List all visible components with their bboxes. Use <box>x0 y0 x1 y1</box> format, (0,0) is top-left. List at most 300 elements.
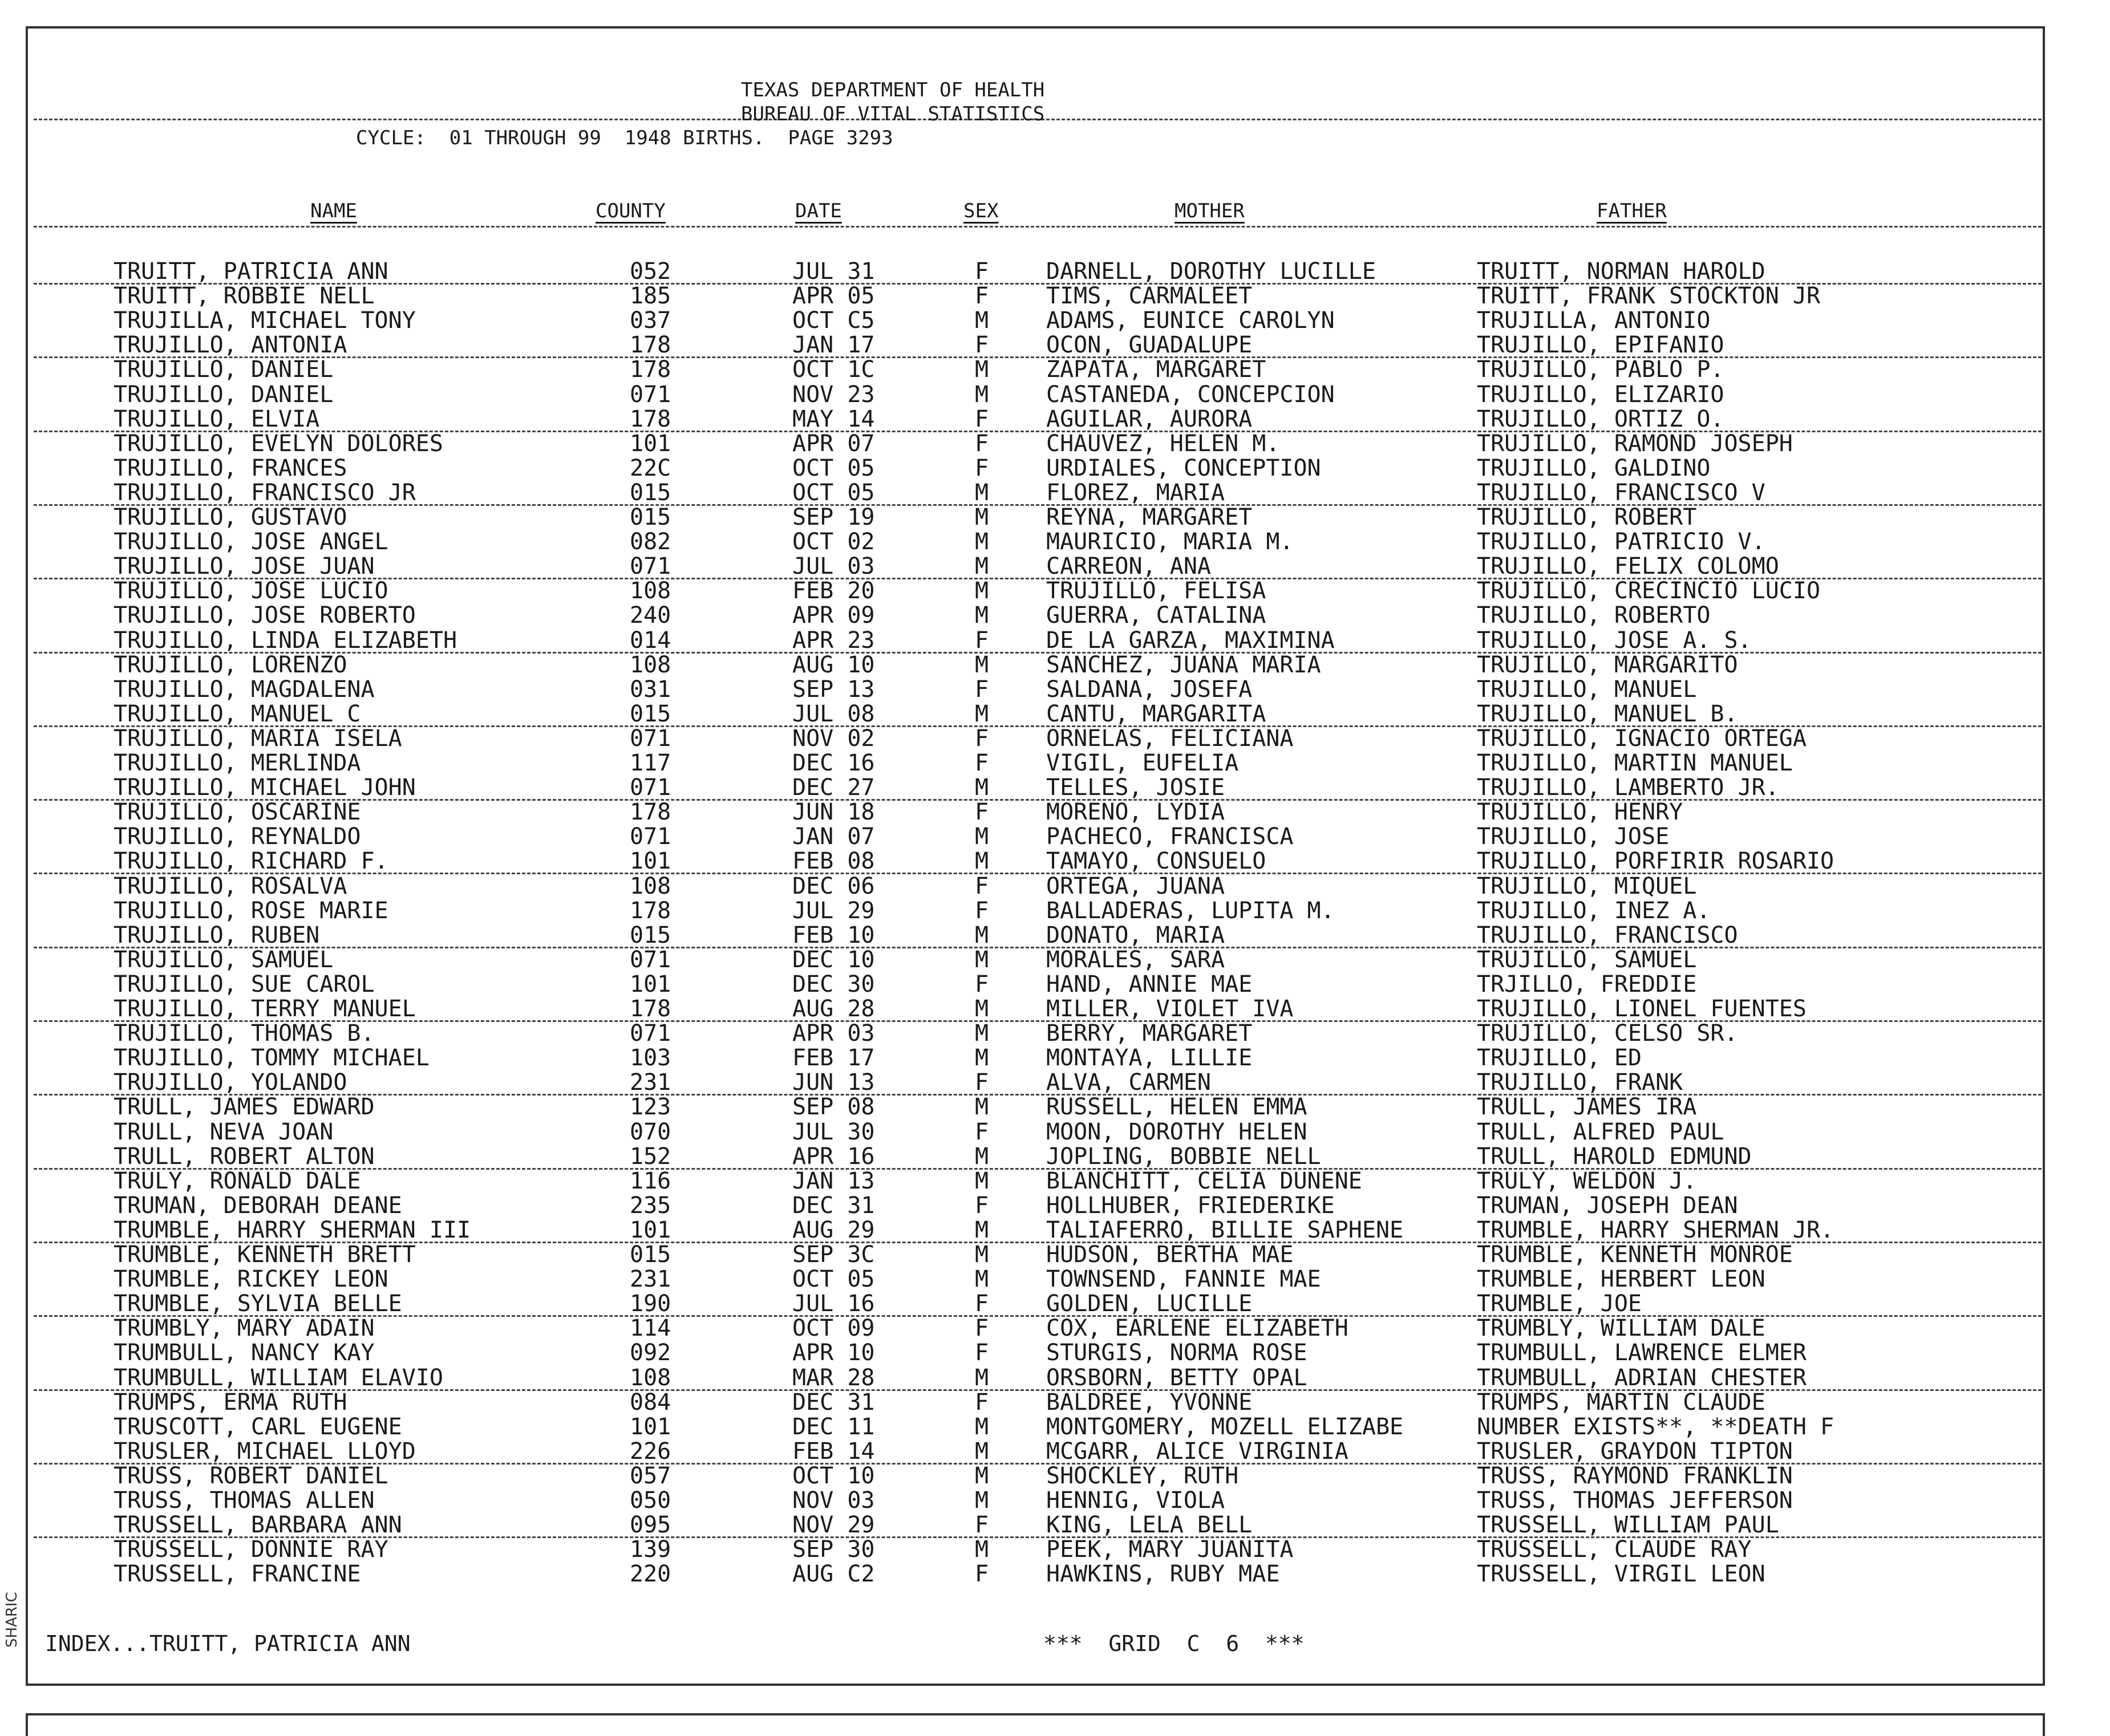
cell-county: 226 <box>630 1438 671 1465</box>
cell-county: 057 <box>630 1462 671 1489</box>
cell-mother: ALVA, CARMEN <box>1046 1069 1211 1096</box>
cell-date: FEB 17 <box>792 1045 875 1072</box>
cell-name: TRUJILLO, JOSE ROBERTO <box>114 602 416 629</box>
cell-county: 185 <box>630 283 671 310</box>
cell-name: TRUMBLY, MARY ADAIN <box>114 1315 375 1342</box>
cell-date: JUL 16 <box>792 1291 875 1317</box>
cell-county: 015 <box>630 504 671 530</box>
cell-mother: DONATO, MARIA <box>1046 922 1225 948</box>
cell-father: TRUJILLO, MARGARITO <box>1477 651 1738 678</box>
cell-county: 082 <box>630 529 671 555</box>
cell-sex: F <box>975 1340 989 1366</box>
cell-county: 101 <box>630 971 671 997</box>
cell-date: SEP 13 <box>792 676 875 703</box>
cell-sex: F <box>975 971 989 997</box>
cell-mother: JOPLING, BOBBIE NELL <box>1046 1143 1321 1170</box>
cell-father: TRUMBLE, HERBERT LEON <box>1477 1266 1765 1293</box>
cell-name: TRUJILLO, MERLINDA <box>114 750 361 776</box>
cell-sex: M <box>975 1364 989 1391</box>
column-header-name: NAME <box>310 200 357 222</box>
cell-mother: BALDREE, YVONNE <box>1046 1389 1253 1415</box>
cell-county: 071 <box>630 946 671 973</box>
cell-father: TRUJILLO, EPIFANIO <box>1477 332 1724 359</box>
column-header-mother: MOTHER <box>1175 200 1245 222</box>
cell-father: TRUJILLO, FRANCISCO <box>1477 922 1738 948</box>
cell-county: 178 <box>630 356 671 383</box>
cell-county: 178 <box>630 799 671 826</box>
cell-county: 015 <box>630 479 671 506</box>
cell-sex: M <box>975 479 989 506</box>
cell-date: FEB 08 <box>792 848 875 875</box>
cell-date: OCT 05 <box>792 1266 875 1293</box>
cell-name: TRUJILLO, SAMUEL <box>114 946 334 973</box>
cell-county: 108 <box>630 873 671 899</box>
column-header-county: COUNTY <box>596 200 666 222</box>
cell-mother: TELLES, JOSIE <box>1046 774 1225 801</box>
cell-name: TRUJILLO, OSCARINE <box>114 799 361 826</box>
footer-index: INDEX...TRUITT, PATRICIA ANN <box>45 1631 411 1656</box>
cell-name: TRUMBLE, KENNETH BRETT <box>114 1242 416 1268</box>
cell-sex: F <box>975 1192 989 1219</box>
cell-mother: URDIALES, CONCEPTION <box>1046 455 1321 481</box>
cell-date: SEP 3C <box>792 1242 875 1268</box>
cell-father: TRUJILLO, PATRICIO V. <box>1477 529 1765 555</box>
cell-date: NOV 29 <box>792 1512 875 1539</box>
cell-name: TRUJILLO, EVELYN DOLORES <box>114 430 443 457</box>
cell-sex: M <box>975 578 989 605</box>
cell-county: 084 <box>630 1389 671 1415</box>
cell-name: TRUJILLO, RUBEN <box>114 922 320 948</box>
cell-county: 052 <box>630 258 671 285</box>
cell-name: TRUSSELL, DONNIE RAY <box>114 1536 388 1563</box>
cell-sex: M <box>975 651 989 678</box>
header-cycle: CYCLE: 01 THROUGH 99 1948 BIRTHS. PAGE 3293 <box>356 127 893 149</box>
cell-name: TRUJILLO, FRANCES <box>114 455 347 481</box>
cell-father: TRUJILLO, SAMUEL <box>1477 946 1697 973</box>
cell-county: 031 <box>630 676 671 703</box>
column-header-date: DATE <box>795 200 842 222</box>
cell-sex: F <box>975 332 989 359</box>
cell-mother: GOLDEN, LUCILLE <box>1046 1291 1253 1317</box>
cell-date: SEP 08 <box>792 1094 875 1121</box>
cell-name: TRUJILLA, MICHAEL TONY <box>114 307 416 334</box>
cell-county: 123 <box>630 1094 671 1121</box>
cell-mother: MCGARR, ALICE VIRGINIA <box>1046 1438 1348 1465</box>
cell-name: TRUJILLO, MAGDALENA <box>114 676 375 703</box>
cell-mother: ORTEGA, JUANA <box>1046 873 1225 899</box>
cell-mother: TOWNSEND, FANNIE MAE <box>1046 1266 1321 1293</box>
cell-sex: M <box>975 356 989 383</box>
cell-father: TRUJILLO, JOSE A. S. <box>1477 627 1752 654</box>
cell-county: 178 <box>630 405 671 432</box>
cell-sex: F <box>975 750 989 776</box>
cell-sex: F <box>975 1389 989 1415</box>
cell-date: OCT 05 <box>792 455 875 481</box>
cell-father: TRUJILLO, INEZ A. <box>1477 897 1711 924</box>
cell-name: TRUMAN, DEBORAH DEANE <box>114 1192 402 1219</box>
cell-father: TRUJILLO, IGNACIO ORTEGA <box>1477 725 1807 752</box>
cell-county: 101 <box>630 848 671 875</box>
cell-father: TRUJILLO, GALDINO <box>1477 455 1711 481</box>
cell-county: 178 <box>630 897 671 924</box>
cell-date: OCT 05 <box>792 479 875 506</box>
cell-name: TRUJILLO, JOSE ANGEL <box>114 529 388 555</box>
cell-mother: CARREON, ANA <box>1046 553 1211 580</box>
cell-county: 014 <box>630 627 671 654</box>
cell-mother: HAND, ANNIE MAE <box>1046 971 1253 997</box>
cell-sex: M <box>975 700 989 727</box>
cell-father: TRUJILLO, ROBERT <box>1477 504 1697 530</box>
cell-mother: VIGIL, EUFELIA <box>1046 750 1239 776</box>
cell-mother: BLANCHITT, CELIA DUNENE <box>1046 1167 1362 1194</box>
cell-mother: MONTAYA, LILLIE <box>1046 1045 1253 1072</box>
cell-county: 108 <box>630 651 671 678</box>
cell-sex: M <box>975 946 989 973</box>
cell-mother: DE LA GARZA, MAXIMINA <box>1046 627 1335 654</box>
cell-father: TRUMBULL, ADRIAN CHESTER <box>1477 1364 1807 1391</box>
cell-mother: AGUILAR, AURORA <box>1046 405 1253 432</box>
cell-county: 015 <box>630 1242 671 1268</box>
cell-name: TRUMBLE, HARRY SHERMAN III <box>114 1216 471 1243</box>
cell-name: TRUJILLO, DANIEL <box>114 381 334 408</box>
cell-county: 015 <box>630 922 671 948</box>
cell-sex: M <box>975 996 989 1022</box>
cell-name: TRUJILLO, GUSTAVO <box>114 504 347 530</box>
footer-grid: *** GRID C 6 *** <box>1043 1631 1305 1656</box>
cell-date: JUL 29 <box>792 897 875 924</box>
cell-mother: PACHECO, FRANCISCA <box>1046 824 1294 850</box>
cell-mother: MONTGOMERY, MOZELL ELIZABE <box>1046 1413 1404 1440</box>
cell-date: DEC 10 <box>792 946 875 973</box>
cell-mother: MAURICIO, MARIA M. <box>1046 529 1294 555</box>
cell-county: 231 <box>630 1069 671 1096</box>
cell-sex: M <box>975 504 989 530</box>
cell-father: TRJILLO, FREDDIE <box>1477 971 1697 997</box>
cell-father: TRUJILLO, ORTIZ O. <box>1477 405 1724 432</box>
cell-mother: MORENO, LYDIA <box>1046 799 1225 826</box>
cell-mother: MILLER, VIOLET IVA <box>1046 996 1294 1022</box>
cell-father: TRUJILLO, PORFIRIR ROSARIO <box>1477 848 1834 875</box>
cell-father: TRUJILLO, LAMBERTO JR. <box>1477 774 1779 801</box>
cell-name: TRUJILLO, THOMAS B. <box>114 1020 375 1047</box>
cell-mother: SALDANA, JOSEFA <box>1046 676 1253 703</box>
cell-father: TRUJILLO, CRECINCIO LUCIO <box>1477 578 1821 605</box>
cell-father: TRULL, HAROLD EDMUND <box>1477 1143 1752 1170</box>
cell-mother: CHAUVEZ, HELEN M. <box>1046 430 1280 457</box>
cell-county: 240 <box>630 602 671 629</box>
cell-name: TRUMBLE, SYLVIA BELLE <box>114 1291 402 1317</box>
cell-father: TRUJILLO, FRANK <box>1477 1069 1683 1096</box>
cell-sex: M <box>975 824 989 850</box>
cell-mother: SHOCKLEY, RUTH <box>1046 1462 1239 1489</box>
cell-county: 101 <box>630 1216 671 1243</box>
cell-date: APR 05 <box>792 283 875 310</box>
cell-sex: M <box>975 1020 989 1047</box>
cell-father: TRULY, WELDON J. <box>1477 1167 1697 1194</box>
cell-county: 071 <box>630 381 671 408</box>
cell-mother: DARNELL, DOROTHY LUCILLE <box>1046 258 1376 285</box>
cell-date: DEC 30 <box>792 971 875 997</box>
cell-mother: HOLLHUBER, FRIEDERIKE <box>1046 1192 1335 1219</box>
cell-date: JUL 31 <box>792 258 875 285</box>
cell-name: TRUJILLO, REYNALDO <box>114 824 361 850</box>
column-header-father: FATHER <box>1597 200 1667 222</box>
cell-sex: M <box>975 1143 989 1170</box>
cell-name: TRUJILLO, SUE CAROL <box>114 971 375 997</box>
cell-name: TRUJILLO, JOSE LUCIO <box>114 578 388 605</box>
cell-county: 152 <box>630 1143 671 1170</box>
cell-date: JUL 30 <box>792 1118 875 1145</box>
cell-father: TRUJILLO, LIONEL FUENTES <box>1477 996 1807 1022</box>
cell-county: 114 <box>630 1315 671 1342</box>
cell-county: 190 <box>630 1291 671 1317</box>
cell-date: APR 16 <box>792 1143 875 1170</box>
cell-date: JUN 18 <box>792 799 875 826</box>
cell-mother: GUERRA, CATALINA <box>1046 602 1266 629</box>
cell-sex: M <box>975 1487 989 1514</box>
column-header-sex: SEX <box>963 200 999 222</box>
cell-date: JAN 13 <box>792 1167 875 1194</box>
cell-date: DEC 31 <box>792 1389 875 1415</box>
cell-mother: COX, EARLENE ELIZABETH <box>1046 1315 1348 1342</box>
cell-mother: KING, LELA BELL <box>1046 1512 1253 1539</box>
cell-sex: F <box>975 627 989 654</box>
cell-date: JUN 13 <box>792 1069 875 1096</box>
cell-county: 178 <box>630 332 671 359</box>
cell-county: 103 <box>630 1045 671 1072</box>
cell-father: TRUJILLO, MANUEL B. <box>1477 700 1738 727</box>
cell-mother: SANCHEZ, JUANA MARIA <box>1046 651 1321 678</box>
cell-mother: TAMAYO, CONSUELO <box>1046 848 1266 875</box>
cell-sex: F <box>975 725 989 752</box>
cell-name: TRUSSELL, FRANCINE <box>114 1561 361 1588</box>
cell-date: AUG 29 <box>792 1216 875 1243</box>
cell-mother: PEEK, MARY JUANITA <box>1046 1536 1294 1563</box>
cell-father: TRUSLER, GRAYDON TIPTON <box>1477 1438 1793 1465</box>
cell-county: 050 <box>630 1487 671 1514</box>
cell-sex: M <box>975 922 989 948</box>
cell-county: 071 <box>630 1020 671 1047</box>
cell-sex: M <box>975 1438 989 1465</box>
cell-name: TRUJILLO, DANIEL <box>114 356 334 383</box>
cell-date: JAN 17 <box>792 332 875 359</box>
cell-date: OCT 1C <box>792 356 875 383</box>
cell-name: TRULL, NEVA JOAN <box>114 1118 334 1145</box>
cell-mother: BERRY, MARGARET <box>1046 1020 1253 1047</box>
cell-father: TRUSSELL, WILLIAM PAUL <box>1477 1512 1779 1539</box>
cell-name: TRULL, JAMES EDWARD <box>114 1094 375 1121</box>
cell-date: MAY 14 <box>792 405 875 432</box>
cell-name: TRUITT, PATRICIA ANN <box>114 258 388 285</box>
cell-father: TRULL, JAMES IRA <box>1477 1094 1697 1121</box>
cell-date: JUL 08 <box>792 700 875 727</box>
cell-name: TRUJILLO, TERRY MANUEL <box>114 996 416 1022</box>
cell-date: APR 03 <box>792 1020 875 1047</box>
cell-date: OCT 10 <box>792 1462 875 1489</box>
cell-mother: MORALES, SARA <box>1046 946 1225 973</box>
cell-county: 108 <box>630 578 671 605</box>
cell-sex: M <box>975 1045 989 1072</box>
cell-name: TRUJILLO, MARIA ISELA <box>114 725 402 752</box>
cell-name: TRULL, ROBERT ALTON <box>114 1143 375 1170</box>
cell-father: TRUJILLO, MARTIN MANUEL <box>1477 750 1793 776</box>
cell-mother: HUDSON, BERTHA MAE <box>1046 1242 1294 1268</box>
cell-county: 117 <box>630 750 671 776</box>
cell-county: 092 <box>630 1340 671 1366</box>
cell-county: 22C <box>630 455 671 481</box>
cell-date: DEC 16 <box>792 750 875 776</box>
cell-father: TRUJILLO, CELSO SR. <box>1477 1020 1738 1047</box>
cell-mother: REYNA, MARGARET <box>1046 504 1253 530</box>
cell-father: TRUJILLO, ELIZARIO <box>1477 381 1724 408</box>
cell-name: TRUSLER, MICHAEL LLOYD <box>114 1438 416 1465</box>
cell-sex: F <box>975 1512 989 1539</box>
cell-date: SEP 30 <box>792 1536 875 1563</box>
cell-father: TRUJILLO, HENRY <box>1477 799 1683 826</box>
cell-county: 139 <box>630 1536 671 1563</box>
records-sheet <box>26 26 2045 1686</box>
cell-sex: F <box>975 430 989 457</box>
cell-sex: M <box>975 381 989 408</box>
cell-sex: M <box>975 1536 989 1563</box>
cell-sex: F <box>975 873 989 899</box>
cell-name: TRUJILLO, FRANCISCO JR <box>114 479 416 506</box>
cell-county: 070 <box>630 1118 671 1145</box>
cell-sex: M <box>975 848 989 875</box>
cell-mother: ORNELAS, FELICIANA <box>1046 725 1294 752</box>
cell-sex: M <box>975 553 989 580</box>
cell-mother: ADAMS, EUNICE CAROLYN <box>1046 307 1335 334</box>
cell-father: TRUMBLE, JOE <box>1477 1291 1642 1317</box>
cell-father: TRUJILLO, PABLO P. <box>1477 356 1724 383</box>
cell-date: FEB 20 <box>792 578 875 605</box>
cell-mother: HENNIG, VIOLA <box>1046 1487 1225 1514</box>
cell-name: TRUJILLO, ROSE MARIE <box>114 897 388 924</box>
cell-name: TRULY, RONALD DALE <box>114 1167 361 1194</box>
cell-mother: FLOREZ, MARIA <box>1046 479 1225 506</box>
cell-date: APR 09 <box>792 602 875 629</box>
column-header-divider <box>34 226 2042 228</box>
cell-sex: F <box>975 1315 989 1342</box>
cell-name: TRUJILLO, ANTONIA <box>114 332 347 359</box>
cell-father: TRUJILLO, MANUEL <box>1477 676 1697 703</box>
cell-father: TRULL, ALFRED PAUL <box>1477 1118 1724 1145</box>
cell-sex: M <box>975 529 989 555</box>
cell-mother: ORSBORN, BETTY OPAL <box>1046 1364 1307 1391</box>
cell-date: AUG 10 <box>792 651 875 678</box>
cell-date: DEC 31 <box>792 1192 875 1219</box>
cell-date: JUL 03 <box>792 553 875 580</box>
cell-father: TRUSS, THOMAS JEFFERSON <box>1477 1487 1793 1514</box>
cell-sex: M <box>975 602 989 629</box>
cell-mother: RUSSELL, HELEN EMMA <box>1046 1094 1307 1121</box>
cell-date: APR 23 <box>792 627 875 654</box>
cell-mother: OCON, GUADALUPE <box>1046 332 1253 359</box>
cell-date: OCT C5 <box>792 307 875 334</box>
cell-date: NOV 23 <box>792 381 875 408</box>
cell-date: DEC 27 <box>792 774 875 801</box>
cell-name: TRUJILLO, JOSE JUAN <box>114 553 375 580</box>
cell-date: APR 07 <box>792 430 875 457</box>
cell-date: FEB 10 <box>792 922 875 948</box>
cell-county: 071 <box>630 774 671 801</box>
cell-sex: F <box>975 897 989 924</box>
cell-sex: M <box>975 307 989 334</box>
cell-sex: F <box>975 1069 989 1096</box>
cell-father: TRUITT, NORMAN HAROLD <box>1477 258 1765 285</box>
side-label: SHARIC <box>3 1592 21 1648</box>
cell-county: 071 <box>630 725 671 752</box>
cell-date: AUG C2 <box>792 1561 875 1588</box>
cell-father: TRUJILLA, ANTONIO <box>1477 307 1711 334</box>
cell-mother: TRUJILLO, FELISA <box>1046 578 1266 605</box>
cell-father: TRUMPS, MARTIN CLAUDE <box>1477 1389 1765 1415</box>
cell-sex: F <box>975 1118 989 1145</box>
cell-father: NUMBER EXISTS**, **DEATH F <box>1477 1413 1834 1440</box>
cell-name: TRUSS, THOMAS ALLEN <box>114 1487 375 1514</box>
cell-father: TRUMBLE, HARRY SHERMAN JR. <box>1477 1216 1834 1243</box>
cell-county: 015 <box>630 700 671 727</box>
cell-date: APR 10 <box>792 1340 875 1366</box>
cell-name: TRUSS, ROBERT DANIEL <box>114 1462 388 1489</box>
cell-sex: F <box>975 283 989 310</box>
cell-date: FEB 14 <box>792 1438 875 1465</box>
cell-name: TRUJILLO, TOMMY MICHAEL <box>114 1045 430 1072</box>
cell-date: NOV 03 <box>792 1487 875 1514</box>
cell-name: TRUJILLO, LORENZO <box>114 651 347 678</box>
next-sheet-edge <box>26 1713 2045 1736</box>
cell-sex: F <box>975 455 989 481</box>
cell-sex: M <box>975 1266 989 1293</box>
cell-father: TRUSSELL, VIRGIL LEON <box>1477 1561 1765 1588</box>
cell-county: 095 <box>630 1512 671 1539</box>
cell-mother: TALIAFERRO, BILLIE SAPHENE <box>1046 1216 1404 1243</box>
cell-sex: F <box>975 405 989 432</box>
cell-sex: M <box>975 1216 989 1243</box>
cell-sex: F <box>975 258 989 285</box>
cell-name: TRUSCOTT, CARL EUGENE <box>114 1413 402 1440</box>
cell-father: TRUJILLO, FRANCISCO V <box>1477 479 1765 506</box>
cell-sex: M <box>975 1413 989 1440</box>
cell-mother: MOON, DOROTHY HELEN <box>1046 1118 1307 1145</box>
cell-county: 116 <box>630 1167 671 1194</box>
cell-date: NOV 02 <box>792 725 875 752</box>
cell-mother: STURGIS, NORMA ROSE <box>1046 1340 1307 1366</box>
cell-name: TRUMBULL, NANCY KAY <box>114 1340 375 1366</box>
header-line2: BUREAU OF VITAL STATISTICS <box>741 103 1045 125</box>
cell-sex: M <box>975 1094 989 1121</box>
cell-name: TRUITT, ROBBIE NELL <box>114 283 375 310</box>
cell-mother: HAWKINS, RUBY MAE <box>1046 1561 1280 1588</box>
cell-name: TRUJILLO, RICHARD F. <box>114 848 388 875</box>
cell-name: TRUMBULL, WILLIAM ELAVIO <box>114 1364 443 1391</box>
cell-date: JAN 07 <box>792 824 875 850</box>
cell-county: 108 <box>630 1364 671 1391</box>
cell-date: OCT 02 <box>792 529 875 555</box>
cell-date: DEC 11 <box>792 1413 875 1440</box>
cell-sex: M <box>975 774 989 801</box>
cell-sex: M <box>975 1462 989 1489</box>
cell-mother: CASTANEDA, CONCEPCION <box>1046 381 1335 408</box>
cell-name: TRUJILLO, ROSALVA <box>114 873 347 899</box>
cell-date: SEP 19 <box>792 504 875 530</box>
cell-date: MAR 28 <box>792 1364 875 1391</box>
cell-name: TRUMBLE, RICKEY LEON <box>114 1266 388 1293</box>
cell-date: AUG 28 <box>792 996 875 1022</box>
cell-county: 220 <box>630 1561 671 1588</box>
cell-name: TRUJILLO, ELVIA <box>114 405 320 432</box>
cell-father: TRUMAN, JOSEPH DEAN <box>1477 1192 1738 1219</box>
